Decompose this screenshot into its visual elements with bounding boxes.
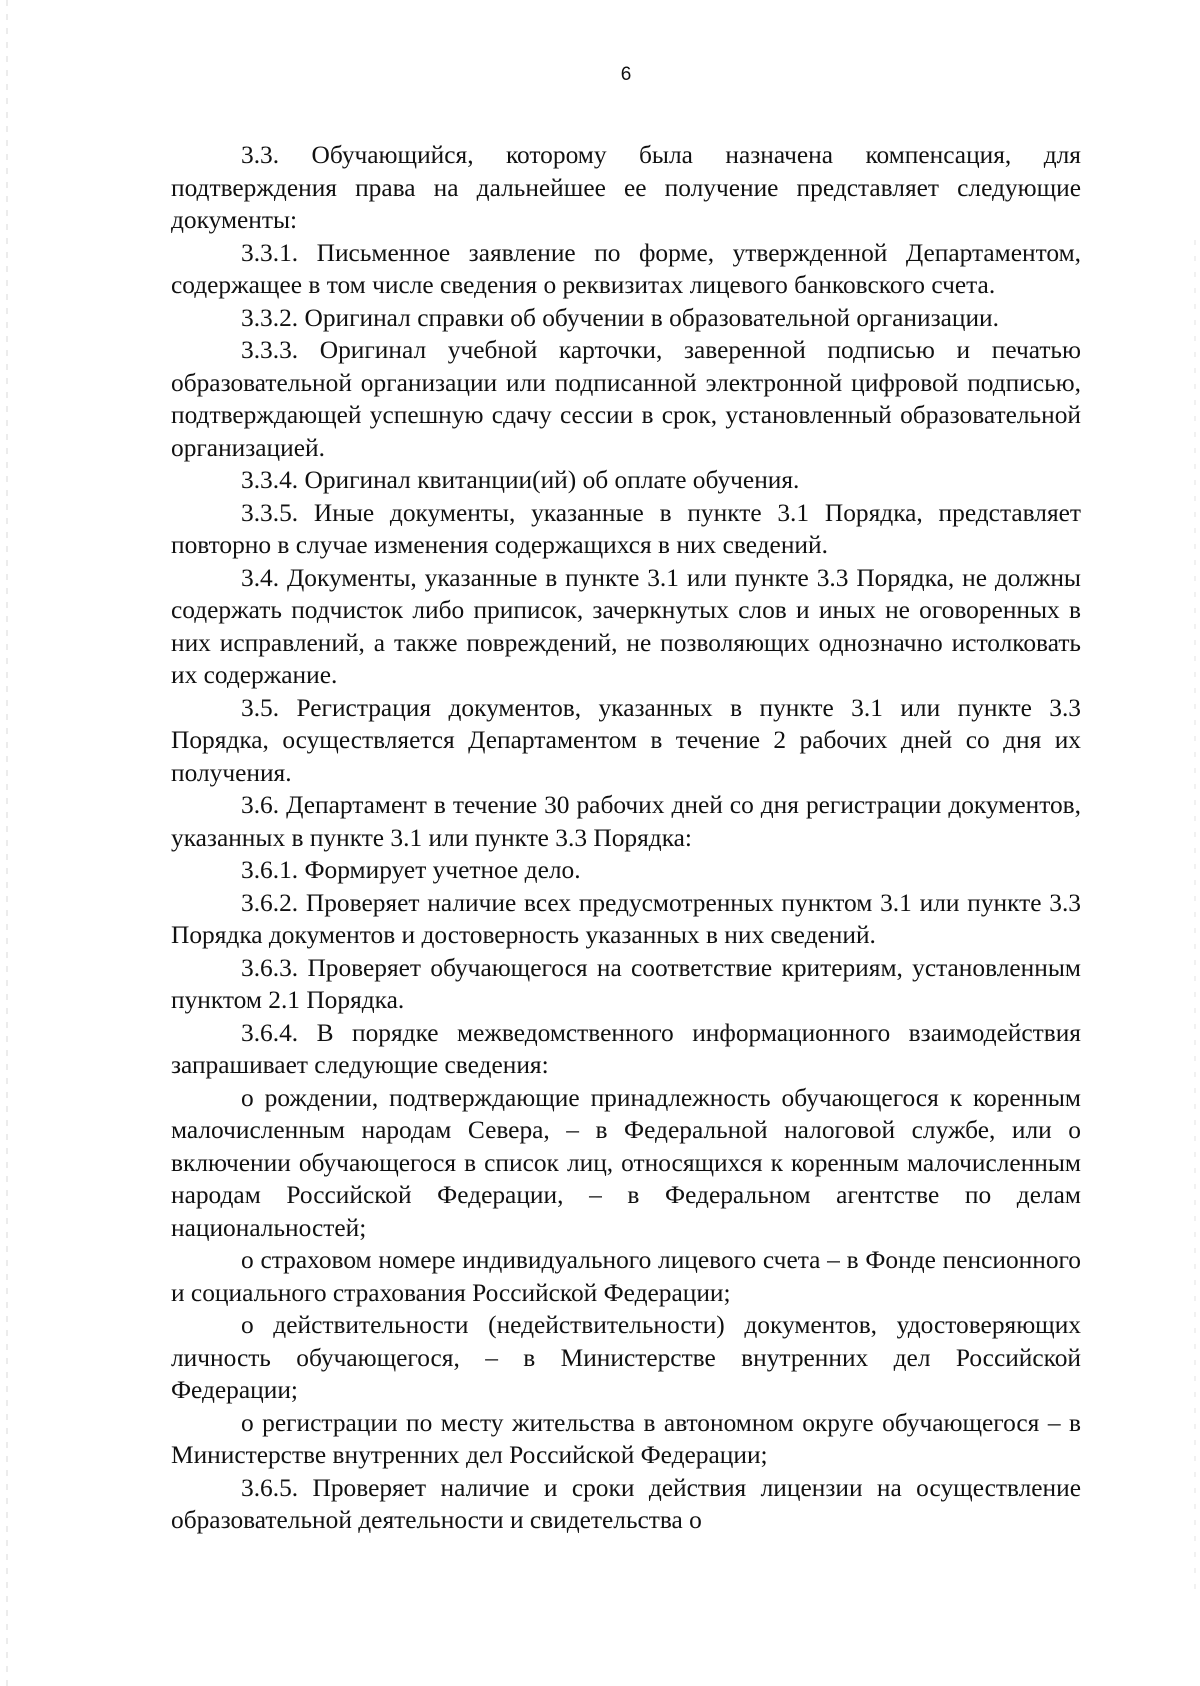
paragraph-3-6-3: 3.6.3. Проверяет обучающегося на соответствие критериям, установленным пунктом 2.1 Порядка. xyxy=(171,953,1081,1014)
paragraph-3-3-5: 3.3.5. Иные документы, указанные в пункте 3.1 Порядка, представляет повторно в случае изменения содержащихся в них сведений. xyxy=(171,498,1081,559)
paragraph-3-3-2: 3.3.2. Оригинал справки об обучении в образовательной организации. xyxy=(241,303,999,332)
paragraph-3-6-4: 3.6.4. В порядке межведомственного информационного взаимодействия запрашивает следующие сведения: xyxy=(171,1018,1081,1079)
scan-edge-right xyxy=(1194,240,1196,1590)
paragraph-3-3-4: 3.3.4. Оригинал квитанции(ий) об оплате обучения. xyxy=(241,466,800,494)
paragraph-3-6-2: 3.6.2. Проверяет наличие всех предусмотренных пунктом 3.1 или пункте 3.3 Порядка документов и достоверность указанных в них сведений. xyxy=(171,888,1081,949)
paragraph-3-3: 3.3. Обучающийся, которому была назначена компенсация, для подтверждения права на дальнейшее ее получение представляет следующие документы: xyxy=(171,141,1081,234)
paragraph-3-6-1: 3.6.1. Формирует учетное дело. xyxy=(241,856,581,884)
paragraph-3-5: 3.5. Регистрация документов, указанных в пункте 3.1 или пункте 3.3 Порядка, осуществляется Департаментом в течение 2 рабочих дней со дня их получения. xyxy=(171,693,1081,787)
scan-edge-left xyxy=(6,0,8,1686)
document-body xyxy=(171,139,1081,1537)
paragraph-birth-info: о рождении, подтверждающие принадлежность обучающегося к коренным малочисленным народам Севера, – в Федеральной налоговой службе, или о включении обучающегося в список лиц, относящихся к коренным малочисленным народам Российской Федерации, – в Федеральном агентстве по делам национальностей; xyxy=(171,1083,1081,1242)
paragraph-3-4: 3.4. Документы, указанные в пункте 3.1 или пункте 3.3 Порядка, не должны содержать подчисток либо приписок, зачеркнутых слов и иных не оговоренных в них исправлений, а также повреждений, не позволяющих однозначно истолковать их содержание. xyxy=(171,563,1081,689)
paragraph-3-3-3: 3.3.3. Оригинал учебной карточки, заверенной подписью и печатью образовательной организации или подписанной электронной цифровой подписью, подтверждающей успешную сдачу сессии в срок, установленный образовательной организацией. xyxy=(171,336,1081,462)
paragraph-3-6-5: 3.6.5. Проверяет наличие и сроки действия лицензии на осуществление образовательной деятельности и свидетельства о xyxy=(171,1473,1081,1534)
paragraph-3-3-1: 3.3.1. Письменное заявление по форме, утвержденной Департаментом, содержащее в том числе сведения о реквизитах лицевого банковского счета. xyxy=(171,238,1081,299)
paragraph-document-validity: о действительности (недействительности) документов, удостоверяющих личность обучающегося, – в Министерстве внутренних дел Российской Федерации; xyxy=(171,1311,1081,1404)
paragraph-3-6: 3.6. Департамент в течение 30 рабочих дней со дня регистрации документов, указанных в пункте 3.1 или пункте 3.3 Порядка: xyxy=(171,791,1081,852)
paragraph-insurance-number: о страховом номере индивидуального лицевого счета – в Фонде пенсионного и социального страхования Российской Федерации; xyxy=(171,1246,1081,1307)
paragraph-residence-registration: о регистрации по месту жительства в автономном округе обучающегося – в Министерстве внутренних дел Российской Федерации; xyxy=(171,1408,1081,1469)
page-number: 6 xyxy=(620,64,632,85)
